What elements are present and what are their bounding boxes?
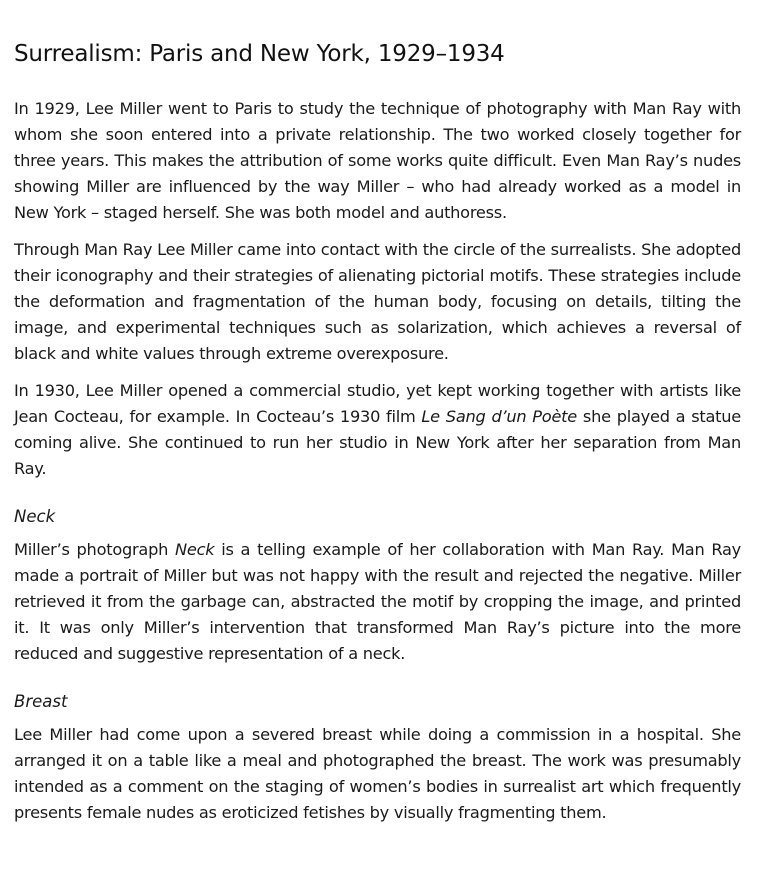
paragraph-commercial-studio	[14, 378, 741, 482]
breast-section	[14, 690, 741, 826]
paragraph-paris-studies: In 1929, Lee Miller went to Paris to study the technique of photography with Man Ray with whom she soon entered into a private relationship. The two worked closely together for three years. This makes the attribution of some works quite difficult. Even Man Ray’s nudes showing Miller are influenced by the way Miller – who had already worked as a model in New York – staged herself. She was both model and authoress.	[14, 98, 741, 222]
text-run: Miller’s photograph	[14, 539, 175, 559]
paragraph-breast: Lee Miller had come upon a severed breast while doing a commission in a hospital. She arranged it on a table like a meal and photographed the breast. The work was presumably intended as a comment on the staging of women’s bodies in surrealist art which frequently presents female nudes as eroticized fetishes by visually fragmenting them.	[14, 724, 741, 822]
text-run: is a telling example of her collaboration with Man Ray. Man Ray made a portrait of Miller but was not happy with the result and rejected the negative. Miller retrieved it from the garbage can, abstracted the motif by cropping the image, and printed it. It was only Miller’s intervention that transformed Man Ray’s picture into the more reduced and suggestive representation of a neck.	[14, 539, 741, 663]
paragraph-surrealist-circle: Through Man Ray Lee Miller came into contact with the circle of the surrealists. She adopted their iconography and their strategies of alienating pictorial motifs. These strategies include the deformation and fragmentation of the human body, focusing on details, tilting the image, and experimental techniques such as solarization, which achieves a reversal of black and white values through extreme overexposure.	[14, 239, 741, 363]
neck-section	[14, 505, 741, 667]
section-heading-breast: Breast	[14, 691, 68, 711]
intro-section	[14, 96, 741, 482]
text-run: she played a statue coming alive. She continued to run her studio in New York after her separation from Man Ray.	[14, 406, 741, 478]
artwork-title: Neck	[175, 539, 215, 559]
film-title: Le Sang d’un Poète	[421, 406, 577, 426]
document-page	[14, 40, 741, 837]
text-run: In 1930, Lee Miller opened a commercial studio, yet kept working together with artists like Jean Cocteau, for example. In Cocteau’s 1930 film	[14, 380, 741, 426]
section-heading-neck: Neck	[14, 506, 56, 526]
page-title: Surrealism: Paris and New York, 1929–1934	[14, 41, 505, 67]
paragraph-neck	[14, 537, 741, 667]
